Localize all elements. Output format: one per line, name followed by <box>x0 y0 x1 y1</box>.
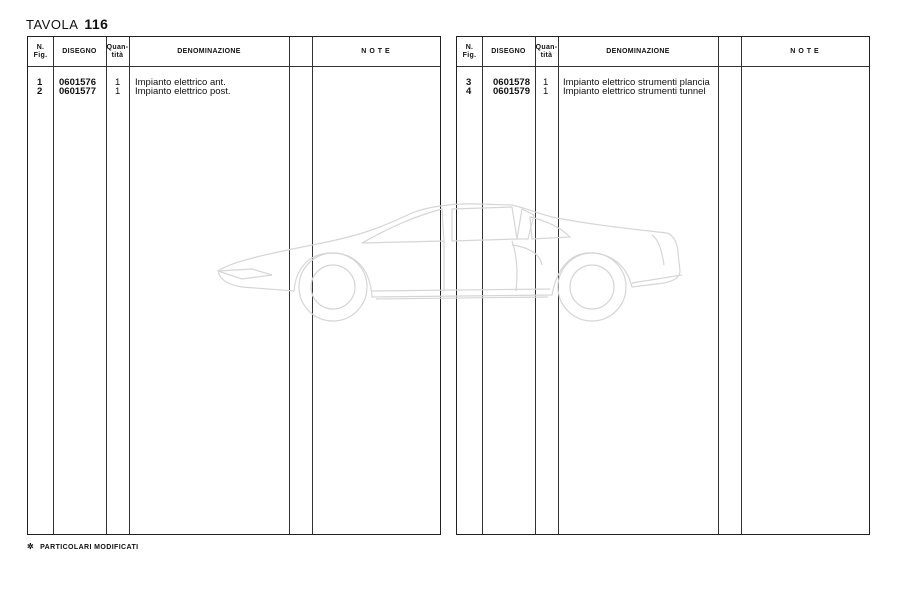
row-disegno: 0601577 <box>59 86 96 97</box>
header-denominazione: DENOMINAZIONE <box>177 47 241 55</box>
header-fig: N. Fig. <box>462 43 477 59</box>
row-denominazione: Impianto elettrico strumenti plancia <box>563 77 710 88</box>
column-divider <box>482 37 483 534</box>
header-divider <box>28 66 440 67</box>
header-fig: N. Fig. <box>33 43 48 59</box>
column-divider <box>718 37 719 534</box>
page-title <box>26 16 108 32</box>
row-denominazione: Impianto elettrico ant. <box>135 77 226 88</box>
row-quantita: 1 <box>543 77 549 88</box>
row-fig: 2 <box>37 86 43 97</box>
title-number: 116 <box>84 16 109 32</box>
row-quantita: 1 <box>543 86 549 97</box>
column-divider <box>535 37 536 534</box>
column-divider <box>53 37 54 534</box>
footnote-text: PARTICOLARI MODIFICATI <box>40 544 139 551</box>
row-quantita: 1 <box>115 77 121 88</box>
header-disegno: DISEGNO <box>62 47 97 55</box>
header-denominazione: DENOMINAZIONE <box>606 47 670 55</box>
row-fig: 1 <box>37 77 43 88</box>
row-quantita: 1 <box>115 86 121 97</box>
header-disegno: DISEGNO <box>491 47 526 55</box>
header-note: NOTE <box>361 47 393 55</box>
row-denominazione: Impianto elettrico post. <box>135 86 231 97</box>
column-divider <box>558 37 559 534</box>
parts-table-right <box>456 36 870 535</box>
header-divider <box>457 66 869 67</box>
row-disegno: 0601578 <box>493 77 530 88</box>
row-disegno: 0601576 <box>59 77 96 88</box>
asterisk-icon: ✲ <box>27 542 35 551</box>
column-divider <box>289 37 290 534</box>
row-fig: 3 <box>466 77 472 88</box>
column-divider <box>129 37 130 534</box>
row-disegno: 0601579 <box>493 86 530 97</box>
header-quantita: Quan- tità <box>106 43 129 59</box>
title-label: TAVOLA <box>26 17 79 32</box>
column-divider <box>741 37 742 534</box>
parts-table-left <box>27 36 441 535</box>
header-note: NOTE <box>790 47 822 55</box>
row-fig: 4 <box>466 86 472 97</box>
header-quantita: Quan- tità <box>535 43 558 59</box>
column-divider <box>106 37 107 534</box>
footnote <box>27 542 138 551</box>
row-denominazione: Impianto elettrico strumenti tunnel <box>563 86 706 97</box>
column-divider <box>312 37 313 534</box>
